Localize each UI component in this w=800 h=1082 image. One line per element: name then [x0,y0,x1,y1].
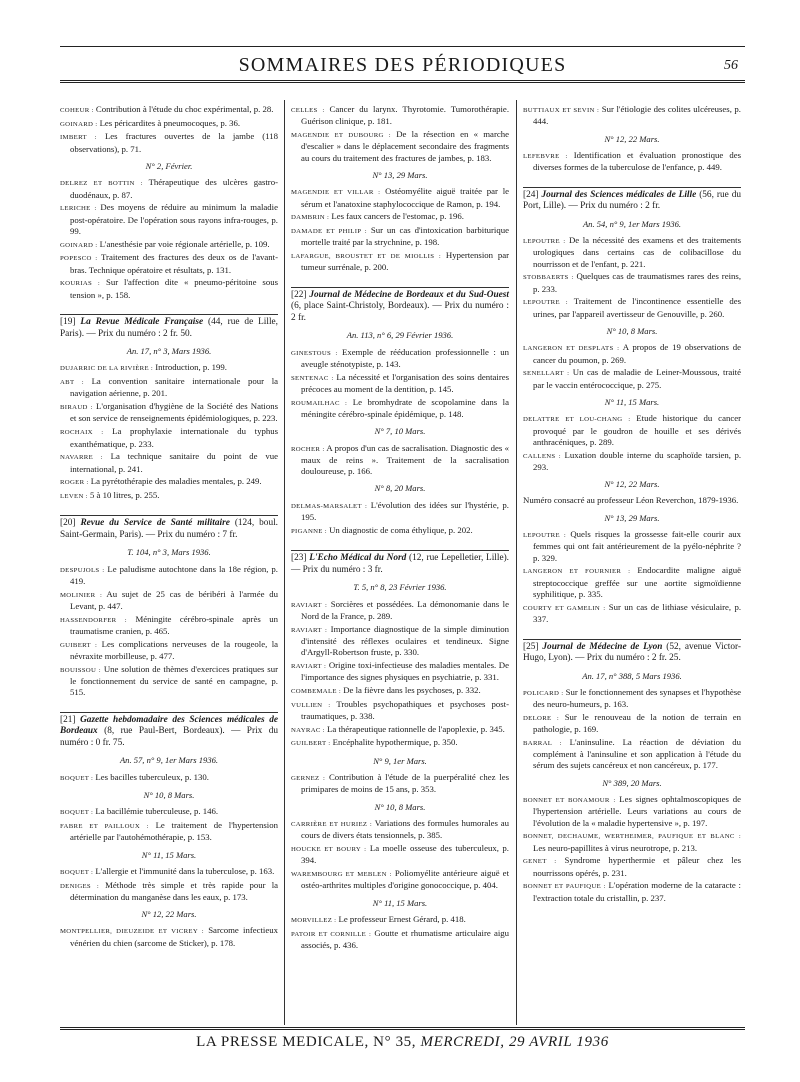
index-entry [291,868,509,892]
entry-authors: NAYRAC : [291,726,325,734]
column-left [60,104,278,951]
issue-subheading: An. 113, n° 6, 29 Février 1936. [346,330,454,341]
entry-title: L'allergie et l'immunité dans la tuberculose, p. 163. [95,865,275,876]
index-entry [291,843,509,867]
issue-subheading: N° 10, 8 Mars. [606,325,658,336]
footer-date: MERCREDI, 29 AVRIL 1936 [420,1034,609,1050]
entry-title: Quels risques la grossesse fait-elle courir aux femmes qui ont fait antérieurement de la pyélo-néphrite ? p. 329. [533,529,742,563]
entry-authors: MONTPELLIER, DIEUZEIDE ET VICREY : [60,928,204,936]
entry-title: Syndrome hyperthermie et pâleur chez les nourrissons opérés, p. 231. [533,855,741,878]
entry-title: Quelques cas de traumatismes rares des reins, p. 233. [533,271,742,294]
entry-authors: BIRAUD : [60,404,93,412]
index-entry [523,367,741,391]
index-entry [291,129,509,164]
journal-name: L'Echo Médical du Nord [309,553,407,564]
journal-name: La Revue Médicale Française [80,317,204,328]
entry-title: Les fractures ouvertes de la jambe (118 observations), p. 71. [70,131,279,154]
entry-authors: DELATTRE ET LOU-CHANG : [523,416,631,424]
column-middle [291,104,509,953]
issue-subheading: N° 11, 15 Mars. [372,897,428,908]
index-entry [291,443,509,478]
issue-note: Numéro consacré au professeur Léon Reverchon, 1879-1936. [523,495,739,506]
issue-subheading: N° 11, 15 Mars. [141,849,197,860]
entry-authors: BOQUET : [60,868,94,876]
entry-title: Contribution à l'étude de la puerpéralité chez les primipares de moins de 15 ans, p. 353. [301,771,510,795]
issue-subheading: N° 7, 10 Mars. [374,426,426,437]
index-entry [523,342,741,366]
entry-authors: GENET : [523,858,557,866]
entry-title: L'évolution des idées sur l'hystérie, p. 195. [301,499,509,523]
header-rule-bottom [60,80,745,83]
journal-heading [60,515,278,541]
index-entry [60,564,278,588]
journal-info: (6, place Saint-Christoly, Bordeaux). — Prix du numéro : 2 fr. [291,301,509,323]
entry-authors: STOBBAERTS : [523,274,574,282]
entry-authors: NAVARRE : [60,454,103,462]
entry-authors: VULLIEN : [291,701,331,709]
journal-name: Gazette hebdomadaire des Sciences médicales de Bordeaux [60,714,278,737]
entry-title: De la résection en « marche d'escalier » dans le déplacement secondaire des fragments au cours du traitement des fractures de jambes, p. 183. [301,129,509,163]
index-entry [60,820,278,844]
entry-authors: DELREZ ET BOTTIN : [60,180,143,188]
entry-title: Le bromhydrate de scopolamine dans la méningite cérébro-spinale épidémique, p. 148. [301,396,509,419]
entry-authors: PATOIR ET CORNILLE : [291,930,372,938]
entry-title: Variations des formules humorales au cours de divers états tensionnels, p. 385. [301,817,510,841]
entry-title: Identification et évaluation pronostique des diverses formes de la tuberculose de l'enfance, p. 449. [533,149,741,173]
entry-title: De la fièvre dans les psychoses, p. 332. [343,684,481,695]
entry-authors: BUTTIAUX ET SEVIN : [523,107,600,114]
entry-authors: COURTY ET GAMELIN : [523,604,606,612]
index-entry [60,104,278,116]
entry-authors: DENIGES : [60,882,100,890]
entry-authors: DESPUJOLS : [60,566,105,574]
entry-authors: CELLES : [291,107,325,114]
entry-authors: RAVIART : [291,601,328,609]
entry-authors: HASSENDORFER : [60,616,127,624]
entry-authors: ABT : [60,379,84,387]
index-entry [523,235,741,270]
index-entry [291,699,509,723]
index-entry [291,347,509,371]
index-entry [60,401,278,425]
page-number: 56 [724,58,738,73]
entry-title: Le traitement de l'hypertension artérielle par l'autohémothérapie, p. 153. [70,819,278,843]
entry-authors: LANGERON ET FOURNIER : [523,568,631,576]
entry-authors: GUIBERT : [60,641,98,649]
entry-authors: GUILBERT : [291,740,331,748]
issue-subheading: N° 8, 20 Mars. [374,483,426,494]
page-title: SOMMAIRES DES PÉRIODIQUES [238,54,567,76]
issue-subheading: N° 10, 8 Mars. [143,789,195,800]
index-entry [523,712,741,736]
journal-info: (52, avenue Victor-Hugo, Lyon). — Prix du numéro : 2 fr. 25. [523,641,742,663]
entry-title: Les neuro-papillites à virus neurotrope, p. 213. [533,842,698,853]
index-entry [523,602,741,626]
journal-heading [60,712,278,750]
issue-subheading: N° 2, Février. [145,161,193,172]
entry-authors: BONNET ET PAUFIQUE : [523,883,606,891]
entry-title: Ostéomyélite aiguë traitée par le sérum et l'anatoxine staphylococcique de Ramon, p. 194. [301,186,510,209]
entry-authors: KOURIAS : [60,280,101,288]
entry-authors: GINESTOUS : [291,349,338,357]
entry-authors: SENTENAC : [291,374,334,382]
index-entry [60,177,278,201]
entry-authors: BARRAL : [523,739,562,747]
entry-title: Sur le fonctionnement des synapses et l'hypothèse des neuro-humeurs, p. 163. [533,686,741,710]
entry-authors: GOINARD : [60,120,98,128]
entry-title: L'aninsuline. La réaction de déviation du complément à l'aninsuline et son application à l'étude du sérum des sujets cancéreux et non cancéreux, p. 177. [533,736,741,771]
entry-title: Le professeur Ernest Gérard, p. 418. [338,913,466,924]
index-entry [523,271,741,295]
entry-title: L'organisation d'hygiène de la Société des Nations et son service de renseignements épidémiologiques, p. 223. [70,401,278,424]
entry-authors: RAVIART : [291,626,328,634]
index-entry [523,104,741,128]
entry-authors: COMBEMALE : [291,687,341,695]
issue-subheading: An. 54, n° 9, 1er Mars 1936. [582,218,682,229]
index-entry [60,426,278,450]
journal-number: [22] [291,289,307,300]
index-entry [523,150,741,174]
index-entry [60,589,278,613]
journal-heading [523,639,741,665]
index-entry [60,664,278,699]
entry-authors: BOQUET : [60,809,94,817]
entry-authors: PIGANNE : [291,527,327,535]
issue-subheading: N° 9, 1er Mars. [373,755,427,766]
footer-journal: LA PRESSE MEDICALE, N° 35, [196,1034,417,1050]
index-entry [523,413,741,448]
entry-authors: GOINARD : [60,241,98,249]
entry-title: Des moyens de réduire au minimum la maladie post-opératoire. De l'opération sous rayons infra-rouges, p. 99. [70,202,278,236]
entry-title: La bacillémie tuberculeuse, p. 146. [95,806,219,817]
journal-number: [24] [523,189,539,200]
index-entry [60,639,278,663]
journal-info: (8, rue Paul-Bert, Bordeaux). — Prix du numéro : 0 fr. 75. [60,726,278,748]
entry-title: A propos d'un cas de sacralisation. Diagnostic des « maux de reins ». Traitement de la sacralisation douloureuse, p. 166. [301,442,510,477]
index-entry [523,687,741,711]
entry-authors: MAGENDIE ET DUBOURG : [291,132,391,140]
index-entry [291,928,509,952]
column-right [523,104,741,905]
index-entry [291,250,509,274]
entry-authors: GERNEZ : [291,774,326,782]
entry-authors: LANGERON ET DESPLATS : [523,345,620,353]
issue-subheading: N° 12, 22 Mars. [604,133,660,144]
entry-authors: IMBERT : [60,134,97,142]
entry-title: La technique sanitaire du point de vue international, p. 241. [70,451,279,474]
entry-authors: LEPOUTRE : [523,237,566,245]
journal-info: (12, rue Lepelletier, Lille). — Prix du numéro : 3 fr. [291,553,509,575]
index-entry [60,490,278,502]
entry-title: L'opération moderne de la cataracte : l'extraction totale du cristallin, p. 237. [533,880,741,903]
entry-authors: LEPOUTRE : [523,299,568,307]
entry-title: La nécessité et l'organisation des soins dentaires précoces au moment de la dentition, p. 145. [301,371,510,394]
index-entry [60,118,278,130]
entry-title: Origine toxi-infectieuse des maladies mentales. De l'importance des signes physiques en psychiatrie, p. 331. [301,659,510,683]
index-entry [60,131,278,155]
journal-number: [20] [60,518,76,529]
entry-title: Les bacilles tuberculeux, p. 130. [95,771,209,782]
entry-title: Endocardite maligne aiguë streptococcique greffée sur une aortite sigmoïdienne syphilitique, p. 335. [533,565,741,600]
entry-authors: LEPOUTRE : [523,532,567,540]
footer-rule [60,1027,745,1030]
entry-title: Sur l'affection dite « pneumo-péritoine sous tension », p. 158. [70,277,278,300]
index-entry [60,252,278,276]
index-entry [60,925,278,949]
journal-number: [23] [291,553,307,564]
index-entry [291,211,509,223]
entry-title: Etude historique du cancer provoqué par le goudron de houille et ses dérivés anthracéniques, p. 289. [533,413,742,447]
entry-authors: LAFARGUE, BROUSTET ET DE MIOLLIS : [291,253,442,260]
entry-title: Un cas de maladie de Leiner-Moussous, traité par le vaccin entérococcique, p. 275. [533,367,742,390]
index-entry [523,529,741,564]
index-entry [291,186,509,210]
entry-authors: BONNET ET BONAMOUR : [523,797,616,805]
entry-title: Les faux cancers de l'estomac, p. 196. [331,211,464,222]
entry-title: Poliomyélite antérieure aiguë et ostéo-arthrites multiples d'origine gonococcique, p. 404. [301,867,509,891]
index-entry [523,737,741,772]
entry-authors: WAREMBOURG ET MEBLEN : [291,870,392,878]
entry-title: Les péricardites à pneumocoques, p. 36. [99,117,241,128]
entry-authors: BONNET, DECHAUME, WERTHEIMER, PAUFIQUE ET BLANC : [523,833,741,841]
issue-subheading: N° 13, 29 Mars. [372,169,428,180]
entry-title: Sur l'étiologie des colites ulcéreuses, p. 444. [533,104,741,127]
entry-authors: COHEUR : [60,107,94,114]
journal-heading [523,187,741,213]
index-entry [291,225,509,249]
entry-title: Les signes ophtalmoscopiques de l'hypertension artérielle. Leurs variations au cours de l'évolution de la « maladie hypertensive », p. 197. [533,794,741,828]
journal-info: (124, boul. Saint-Germain, Paris). — Prix du numéro : 7 fr. [60,518,279,540]
entry-title: La prophylaxie internationale du typhus exanthématique, p. 233. [70,426,279,449]
entry-title: Les complications nerveuses de la rougeole, la névraxite morbilleuse, p. 477. [70,638,279,662]
entry-authors: POLICARD : [523,689,564,697]
issue-subheading: N° 12, 22 Mars. [141,909,197,920]
index-entry [523,565,741,600]
page-footer [60,1034,745,1051]
journal-name: Journal des Sciences médicales de Lille [541,189,697,200]
issue-subheading: T. 5, n° 8, 23 Février 1936. [353,582,447,593]
index-entry [60,806,278,818]
entry-title: La thérapeutique rationnelle de l'apoplexie, p. 345. [327,723,505,734]
index-entry [291,724,509,736]
journal-number: [19] [60,317,76,328]
entry-title: Luxation double interne du scaphoïde tarsien, p. 293. [533,449,742,472]
entry-title: Sarcome infectieux vénérien du chien (sarcome de Sticker), p. 178. [70,925,278,948]
entry-authors: BOQUET : [60,774,94,782]
entry-authors: DAMADE ET PHILIP : [291,227,367,235]
entry-authors: FABRE ET PAILLOUX : [60,822,149,830]
entry-authors: ROCHER : [291,445,325,453]
issue-subheading: N° 13, 29 Mars. [604,512,660,523]
entry-title: Hypertension par tumeur surrénale, p. 200. [301,250,509,273]
issue-subheading: N° 12, 22 Mars. [604,479,660,490]
index-entry [523,450,741,474]
index-entry [291,599,509,623]
issue-subheading: An. 17, n° 3, Mars 1936. [126,346,212,357]
journal-heading [60,314,278,340]
index-entry [291,500,509,524]
issue-subheading: N° 10, 8 Mars. [374,801,426,812]
entry-title: La convention sanitaire internationale pour la navigation aérienne, p. 201. [70,376,279,399]
entry-title: Sur un cas de lithiase vésiculaire, p. 337. [533,601,742,625]
index-entry [523,296,741,320]
header-rule-top [60,46,745,47]
index-entry [60,362,278,374]
entry-title: Sorcières et possédées. La démonomanie dans le Nord de la France, p. 289. [301,598,510,621]
entry-title: La moelle osseuse des tuberculeux, p. 394. [301,842,509,866]
index-entry [60,202,278,237]
entry-authors: ROCHAIX : [60,429,104,437]
entry-title: Sur le renouveau de la notion de terrain en pathologie, p. 169. [533,711,741,735]
index-entry [291,818,509,842]
index-entry [291,772,509,796]
entry-title: Méthode très simple et très rapide pour la détermination du manganèse dans les eaux, p. 173. [70,879,279,902]
issue-subheading: An. 57, n° 9, 1er Mars 1936. [119,755,219,766]
entry-authors: ROUMAILHAC : [291,399,348,407]
entry-authors: ROGER : [60,479,89,487]
index-entry [291,624,509,659]
issue-subheading: T. 104, n° 3, Mars 1936. [127,547,211,558]
entry-title: Traitement de l'incontinence essentielle des urines, par l'appareil avertisseur de Genouville, p. 260. [533,296,742,319]
column-divider-right [516,100,517,1025]
issue-subheading: An. 17, n° 388, 5 Mars 1936. [582,670,682,681]
entry-authors: POPESCO : [60,255,98,263]
journal-heading [291,287,509,325]
journal-info: (44, rue de Lille, Paris). — Prix du numéro : 2 fr. 50. [60,317,278,339]
issue-subheading: N° 389, 20 Mars. [602,777,662,788]
index-entry [523,880,741,904]
index-entry [60,880,278,904]
entry-title: A propos de 19 observations de cancer du poumon, p. 269. [533,342,741,365]
journal-name: Journal de Médecine de Lyon [542,641,663,652]
entry-title: Cancer du larynx. Thyrotomie. Tumorothérapie. Guérison clinique, p. 181. [301,104,510,127]
index-entry [291,372,509,396]
entry-title: Goutte et rhumatisme articulaire aigu associés, p. 436. [301,927,510,950]
entry-title: Une solution de thèmes d'exercices pratiques sur le fonctionnement du service de santé en campagne, p. 515. [70,663,278,698]
entry-authors: LEVEN : [60,492,88,500]
entry-authors: CALLENS : [523,452,561,460]
entry-authors: MORVILLEZ : [291,916,337,924]
index-entry [291,104,509,128]
entry-title: La pyrétothérapie des maladies mentales, p. 249. [90,476,262,487]
entry-title: Contribution à l'étude du choc expérimental, p. 28. [95,104,274,114]
entry-authors: BOUISSOU : [60,666,101,674]
index-entry [291,397,509,421]
index-entry [291,685,509,697]
index-entry [291,914,509,926]
entry-title: Le paludisme autochtone dans la 18e région, p. 419. [70,563,278,586]
index-entry [291,525,509,537]
index-entry [523,855,741,879]
journal-number: [25] [523,641,539,652]
entry-authors: DELORE : [523,714,560,722]
index-entry [60,476,278,488]
index-entry [291,660,509,684]
index-entry [60,866,278,878]
entry-authors: LEFEBVRE : [523,152,568,160]
journal-number: [21] [60,714,76,725]
journal-name: Journal de Médecine de Bordeaux et du Sud-Ouest [309,289,509,300]
entry-title: Au sujet de 25 cas de béribéri à l'armée du Levant, p. 447. [70,588,278,611]
entry-title: 5 à 10 litres, p. 255. [89,489,160,500]
index-entry [523,794,741,829]
index-entry [60,614,278,638]
index-entry [60,451,278,475]
entry-title: Troubles psychopathiques et psychoses post-traumatiques, p. 338. [301,698,509,721]
journal-name: Revue du Service de Santé militaire [80,518,230,529]
column-divider-left [284,100,285,1025]
index-entry [523,830,741,854]
index-entry [60,239,278,251]
entry-authors: HOUCKE ET BOURY : [291,845,367,853]
entry-authors: LERICHE : [60,205,97,213]
index-entry [60,376,278,400]
entry-title: Sur un cas d'intoxication barbiturique mortelle traité par la strychnine, p. 198. [301,224,509,248]
entry-title: Traitement des fractures des deux os de l'avant-bras. Technique opératoire et résultats, p. 131. [70,252,278,275]
index-entry [60,772,278,784]
index-entry [291,737,509,749]
entry-authors: DAMBRIN : [291,214,330,222]
entry-authors: MAGENDIE ET VILLAR : [291,189,381,197]
journal-info: (56, rue du Port, Lille). — Prix du numéro : 2 fr. [523,189,741,212]
entry-title: Importance diagnostique de la simple diminution d'intensité des réflexes oculaires et tendineux. Signe d'Argyll-Robertson fruste, p. 330. [301,623,509,658]
index-entry [60,277,278,301]
entry-title: L'anesthésie par voie régionale artérielle, p. 109. [99,238,270,249]
entry-title: Introduction, p. 199. [155,362,227,373]
entry-authors: CARRIÈRE ET HURIEZ : [291,820,373,828]
journal-heading [291,550,509,576]
entry-title: De la nécessité des examens et des traitements urologiques dans certains cas de colibacillose du nourrisson et de l'enfant, p. 221. [533,234,742,269]
entry-title: Encéphalite hypothermique, p. 350. [332,737,458,748]
entry-authors: DUJARRIC DE LA RIVIÈRE : [60,365,154,373]
issue-subheading: N° 11, 15 Mars. [604,396,660,407]
entry-title: Méningite cérébro-spinale après un traumatisme cranien, p. 465. [70,613,278,636]
entry-title: Thérapeutique des ulcères gastro-duodénaux, p. 87. [70,177,278,200]
entry-authors: SENELLART : [523,370,570,378]
entry-title: Exemple de rééducation professionnelle : un aveugle sténotypiste, p. 143. [301,346,510,369]
entry-authors: MOLINIER : [60,591,103,599]
entry-title: Un diagnostic de coma éthylique, p. 202. [329,524,473,535]
entry-authors: RAVIART : [291,662,327,670]
entry-authors: DELMAS-MARSALET : [291,502,368,510]
